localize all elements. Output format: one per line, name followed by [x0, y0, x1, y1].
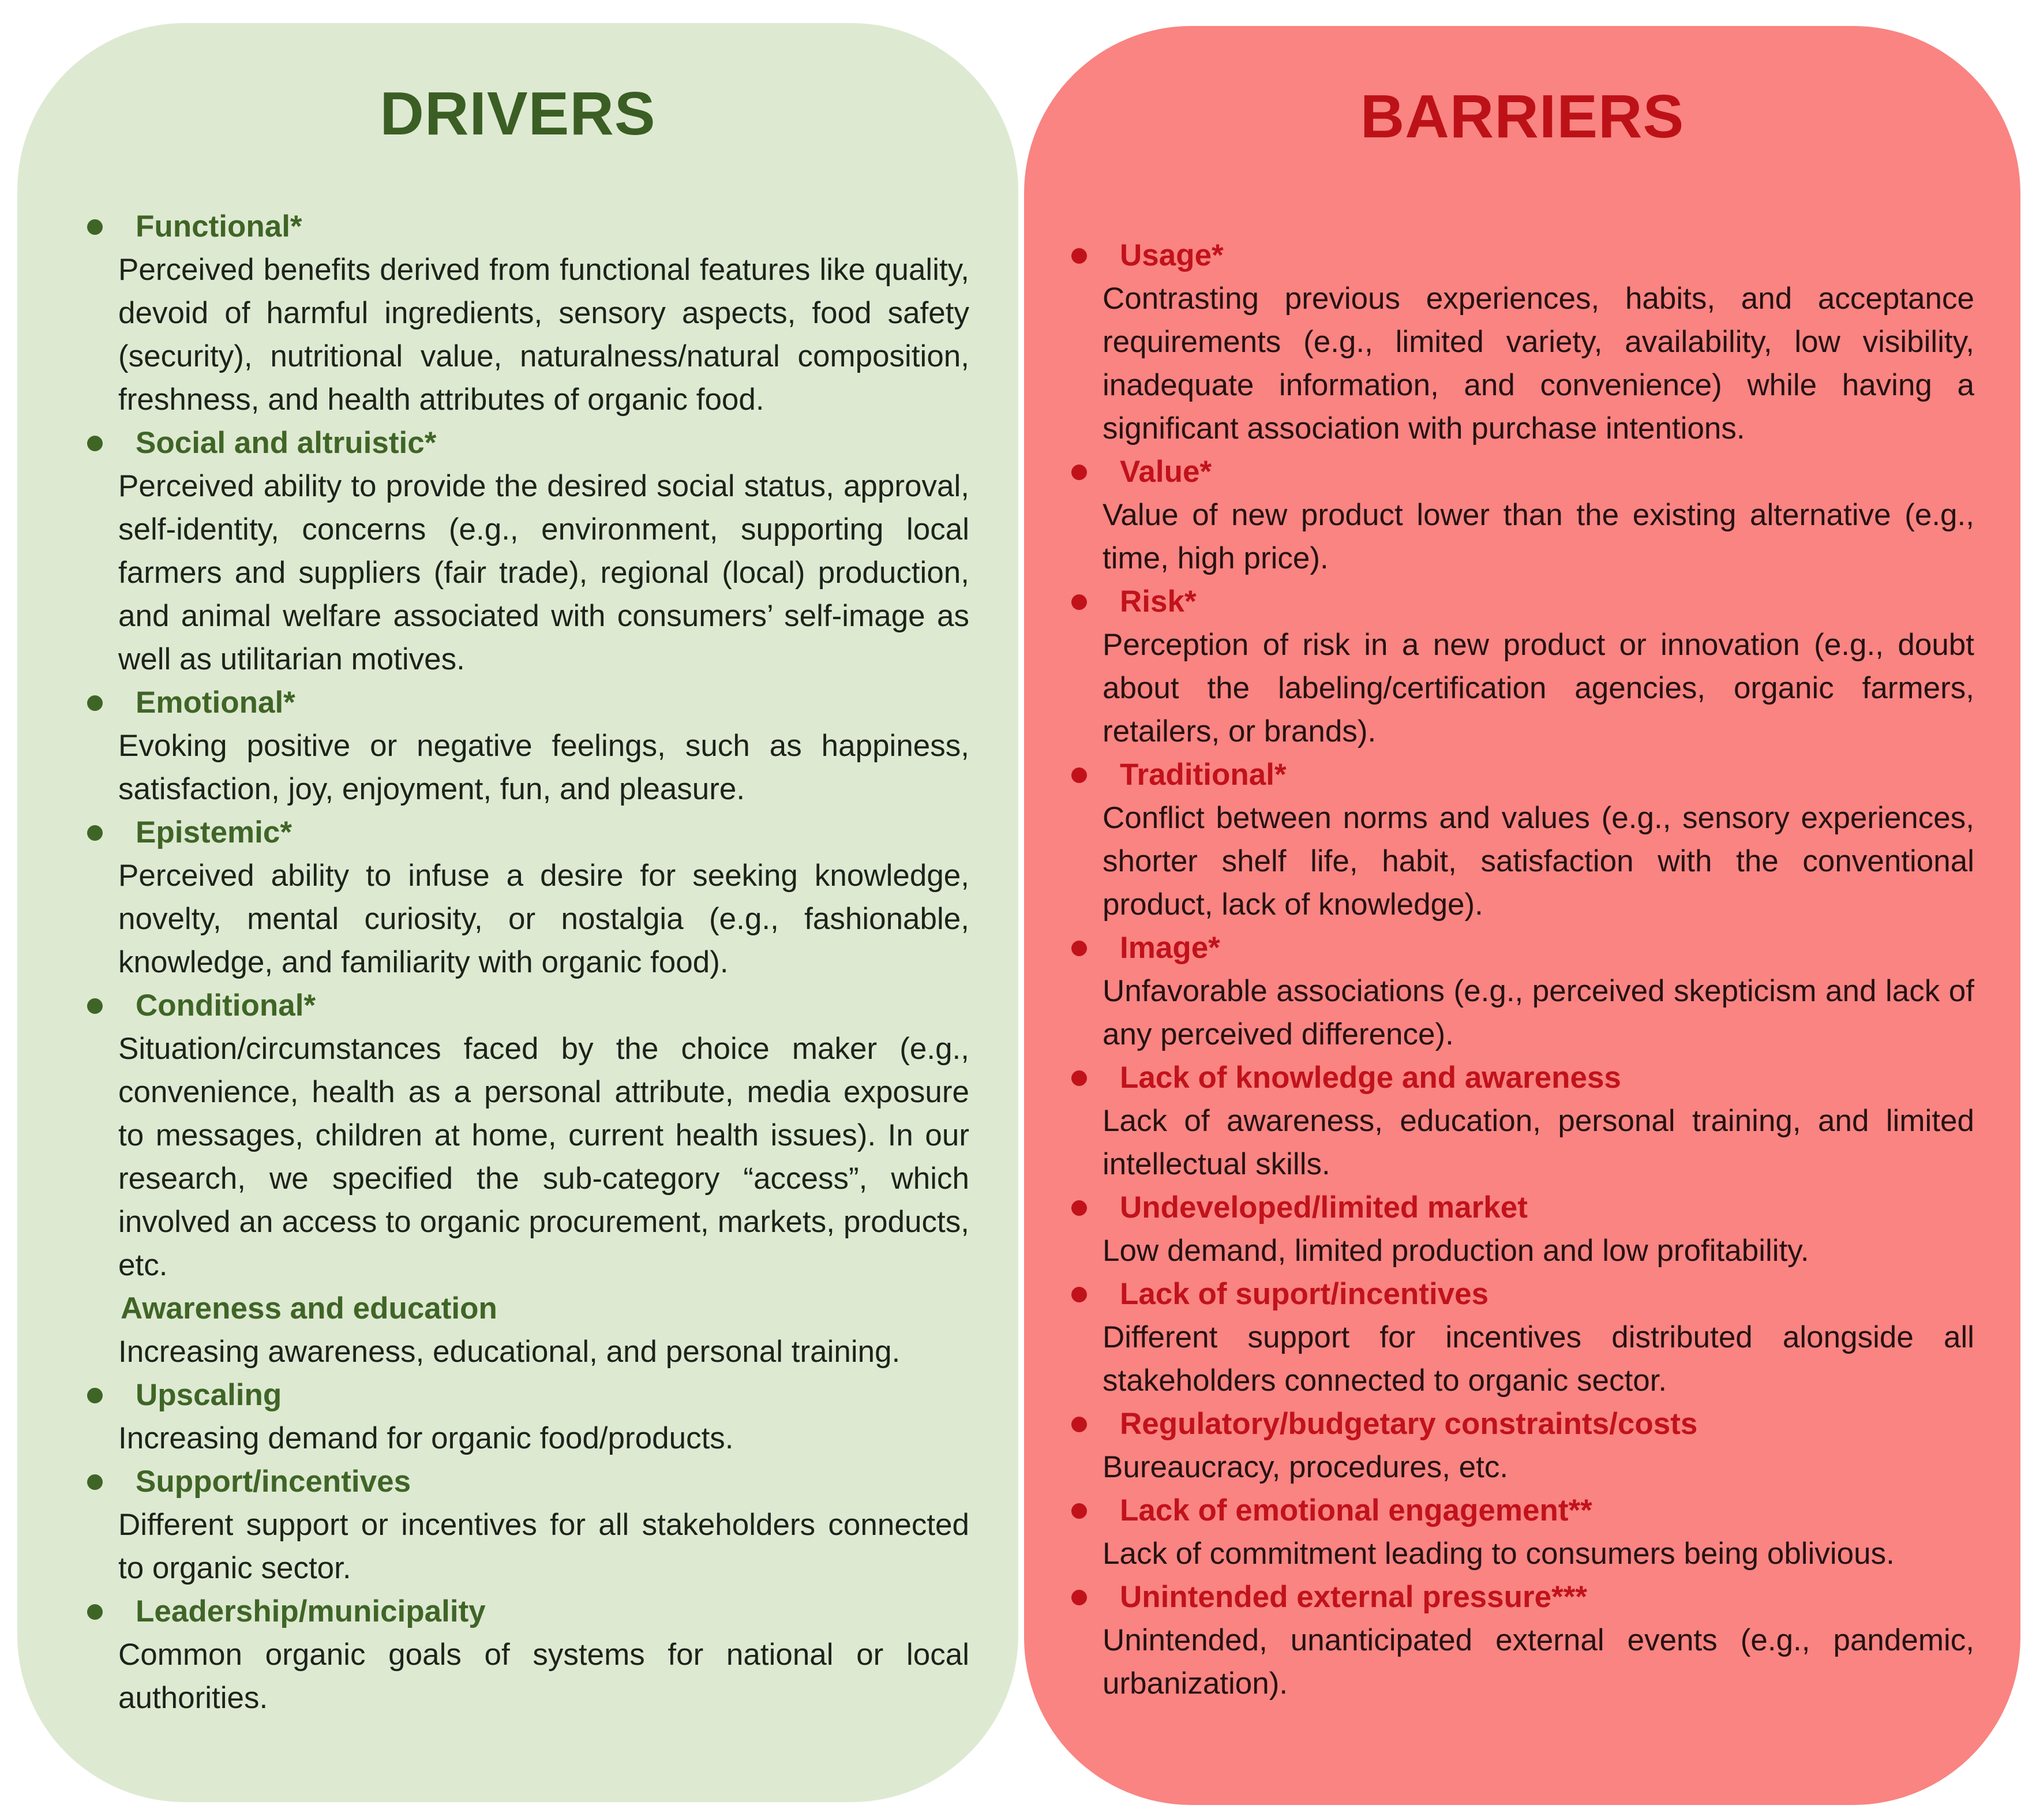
- bullet-icon: [1071, 1287, 1087, 1302]
- item-header: Awareness and education: [121, 1291, 497, 1325]
- item-description: Low demand, limited production and low profitability.: [1103, 1234, 1809, 1268]
- item-description: Lack of awareness, education, personal training, and limited intellectual skills.: [1103, 1104, 1974, 1181]
- list-item: [1103, 1272, 1974, 1402]
- item-description: Value of new product lower than the existing alternative (e.g., time, high price).: [1103, 498, 1974, 575]
- list-item: [118, 1460, 969, 1590]
- list-item: [1103, 450, 1974, 580]
- item-header: Traditional*: [1103, 753, 1974, 796]
- list-item: [1103, 1489, 1974, 1575]
- item-description: Perceived benefits derived from functional features like quality, devoid of harmful ingredients, sensory aspects, food safety (security), nutritional value, naturalness/natural composition, freshness, and health attributes of organic food.: [118, 253, 969, 417]
- list-item: [1103, 1402, 1974, 1489]
- bullet-icon: [1071, 941, 1087, 956]
- bullet-icon: [1071, 248, 1087, 264]
- item-header: Conditional*: [118, 984, 969, 1027]
- item-header: Undeveloped/limited market: [1103, 1186, 1974, 1229]
- item-header: Regulatory/budgetary constraints/costs: [1103, 1402, 1974, 1445]
- list-item: [118, 811, 969, 984]
- list-item: [118, 681, 969, 811]
- item-header: Functional*: [118, 205, 969, 248]
- item-header: Usage*: [1103, 234, 1974, 277]
- list-item: [1103, 753, 1974, 926]
- item-description: Bureaucracy, procedures, etc.: [1103, 1450, 1509, 1484]
- barriers-panel: [1024, 26, 2020, 1805]
- item-header: Social and altruistic*: [118, 421, 969, 465]
- item-description: Increasing demand for organic food/products.: [118, 1421, 734, 1455]
- item-description: Different support or incentives for all stakeholders connected to organic sector.: [118, 1508, 969, 1585]
- item-description: Common organic goals of systems for national or local authorities.: [118, 1638, 969, 1715]
- item-description: Conflict between norms and values (e.g., sensory experiences, shorter shelf life, habit, satisfaction with the conventional product, lack of knowledge).: [1103, 801, 1974, 922]
- bullet-icon: [1071, 767, 1087, 783]
- item-description: Situation/circumstances faced by the choice maker (e.g., convenience, health as a personal attribute, media exposure to messages, children at home, current health issues). In our research, we specified the sub-category “access”, which involved an access to organic procurement, markets, products, etc.: [118, 1032, 969, 1282]
- item-description: Perceived ability to infuse a desire for seeking knowledge, novelty, mental curiosity, or nostalgia (e.g., fashionable, knowledge, and familiarity with organic food).: [118, 859, 969, 979]
- item-header: Unintended external pressure***: [1103, 1575, 1974, 1619]
- bullet-icon: [87, 825, 103, 841]
- barriers-title: BARRIERS: [1360, 83, 1685, 151]
- list-item: [118, 1373, 969, 1460]
- item-description: Increasing awareness, educational, and personal training.: [118, 1335, 901, 1369]
- item-header: Upscaling: [118, 1373, 969, 1417]
- bullet-icon: [1071, 1503, 1087, 1519]
- item-header: Risk*: [1103, 580, 1974, 623]
- bullet-icon: [87, 1604, 103, 1620]
- list-item: [118, 205, 969, 421]
- item-header: Epistemic*: [118, 811, 969, 854]
- bullet-icon: [87, 695, 103, 711]
- list-item: [118, 421, 969, 681]
- bullet-icon: [1071, 1200, 1087, 1216]
- bullet-icon: [1071, 465, 1087, 480]
- list-item: [1103, 580, 1974, 753]
- bullet-icon: [87, 1388, 103, 1403]
- item-description: Different support for incentives distributed alongside all stakeholders connected to organic sector.: [1103, 1320, 1974, 1398]
- item-header: Emotional*: [118, 681, 969, 724]
- item-header: Lack of knowledge and awareness: [1103, 1056, 1974, 1099]
- bullet-icon: [87, 436, 103, 451]
- item-description: Perceived ability to provide the desired social status, approval, self-identity, concerns (e.g., environment, supporting local farmers and suppliers (fair trade), regional (local) production, and animal welfare associated with consumers’ self-image as well as utilitarian motives.: [118, 469, 969, 676]
- list-item: [1103, 926, 1974, 1056]
- item-header: Lack of emotional engagement**: [1103, 1489, 1974, 1532]
- bullet-icon: [87, 998, 103, 1014]
- list-item: [118, 1287, 969, 1373]
- bullet-icon: [1071, 1070, 1087, 1086]
- bullet-icon: [87, 219, 103, 235]
- item-header: Leadership/municipality: [118, 1590, 969, 1633]
- drivers-title: DRIVERS: [380, 80, 656, 148]
- list-item: [1103, 234, 1974, 450]
- list-item: [1103, 1056, 1974, 1186]
- item-description: Contrasting previous experiences, habits, and acceptance requirements (e.g., limited variety, availability, low visibility, inadequate information, and convenience) while having a significant association with purchase intentions.: [1103, 282, 1974, 445]
- drivers-panel: [17, 23, 1018, 1802]
- bullet-icon: [1071, 1417, 1087, 1432]
- bullet-icon: [1071, 594, 1087, 610]
- bullet-icon: [1071, 1590, 1087, 1605]
- item-header: Image*: [1103, 926, 1974, 969]
- list-item: [1103, 1186, 1974, 1272]
- item-description: Evoking positive or negative feelings, such as happiness, satisfaction, joy, enjoyment, fun, and pleasure.: [118, 729, 969, 806]
- item-header: Value*: [1103, 450, 1974, 493]
- item-header: Support/incentives: [118, 1460, 969, 1503]
- bullet-icon: [87, 1474, 103, 1490]
- barriers-list: [1024, 234, 2020, 1705]
- drivers-list: [17, 205, 1018, 1720]
- list-item: [118, 984, 969, 1287]
- item-description: Unintended, unanticipated external events (e.g., pandemic, urbanization).: [1103, 1623, 1974, 1701]
- list-item: [1103, 1575, 1974, 1705]
- item-header: Lack of suport/incentives: [1103, 1272, 1974, 1316]
- item-description: Unfavorable associations (e.g., perceived skepticism and lack of any perceived difference).: [1103, 974, 1974, 1051]
- item-description: Perception of risk in a new product or innovation (e.g., doubt about the labeling/certification agencies, organic farmers, retailers, or brands).: [1103, 628, 1974, 748]
- item-description: Lack of commitment leading to consumers being oblivious.: [1103, 1537, 1895, 1571]
- list-item: [118, 1590, 969, 1720]
